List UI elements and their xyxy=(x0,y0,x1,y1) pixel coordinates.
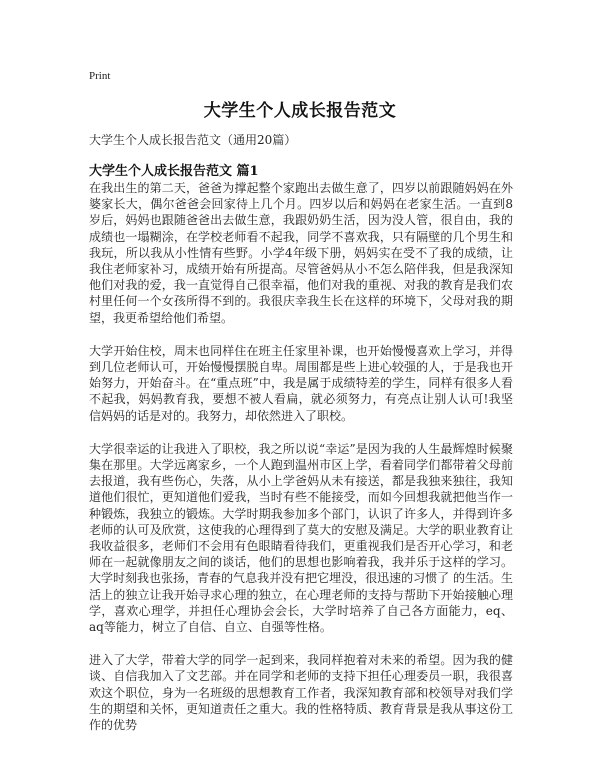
paragraph: 进入了大学，带着大学的同学一起到来，我同样抱着对未来的希望。因为我的健谈、自信我加入了文艺部。并在同学和老师的支持下担任心理委员一职，我很喜欢这个职位，身为一名班级的思想教育工作者，我深知教育部和校领导对我们学生的期望和关怀，更知道责任之重大。我的性格特质、教育背景是我从事这份工作的优势 xyxy=(89,653,513,733)
paragraph: 大学很幸运的让我进入了职校，我之所以说“幸运”是因为我的人生最辉煌时候聚集在那里。大学远离家乡，一个人跑到温州市区上学，看着同学们都带着父母前去报道，我有些伤心，失落，从小上学爸妈从未有接送，都是我独来独往，我知道他们很忙，更知道他们爱我，当时有些不能接受，而如今回想我就把他当作一种锻炼，我独立的锻炼。大学时期我参加多个部门，认识了许多人，并得到许多老师的认可及欣赏，这使我的心理得到了莫大的安慰及满足。大学的职业教育让我收益很多，老师们不会用有色眼睛看待我们，更重视我们是否开心学习，和老师在一起就像朋友之间的谈话，他们的思想也影响着我，我并乐于这样的学习。大学时刻我也张扬，青春的气息我并没有把它埋没，很迅速的习惯了 的生活。生活上的独立让我开始寻求心理的独立，在心理老师的支持与帮助下开始接触心理学，喜欢心理学，并担任心理协会会长，大学时培养了自己各方面能力，eq、aq等能力，树立了自信、自立、自强等性格。 xyxy=(89,441,513,635)
article-body xyxy=(89,180,513,750)
page-title: 大学生个人成长报告范文 xyxy=(203,101,397,121)
document-subtitle: 大学生个人成长报告范文（通用20篇） xyxy=(89,133,297,147)
paragraph: 在我出生的第二天，爸爸为撑起整个家跑出去做生意了，四岁以前跟随妈妈在外婆家长大，偶尔爸爸会回家待上几个月。四岁以后和妈妈在老家生活。一直到8岁后，妈妈也跟随爸爸出去做生意，我跟奶奶生活，因为没人管，很自由，我的成绩也一塌糊涂，在学校老师看不起我，同学不喜欢我，只有隔壁的几个男生和我玩，所以我从小性情有些野。小学4年级下册，妈妈实在受不了我的成绩，让我住老师家补习，成绩开始有所提高。尽管爸妈从小不怎么陪伴我，但是我深知他们对我的爱，我一直觉得自己很幸福，他们对我的重视、对我的教育是我们农村里任何一个女孩所得不到的。我很庆幸我生长在这样的环境下，父母对我的期望，我更希望给他们希望。 xyxy=(89,181,513,325)
paragraph: 大学开始住校，周末也同样住在班主任家里补课，也开始慢慢喜欢上学习，并得到几位老师认可，开始慢慢摆脱自卑。周围都是些上进心较强的人，于是我也开始努力，开始奋斗。在“重点班”中，我是属于成绩特差的学生，同样有很多人看不起我，妈妈教育我，要想不被人看扁，就必须努力，有亮点让别人认可!我坚信妈妈的话是对的。我努力，却依然进入了职校。 xyxy=(89,343,513,423)
section-heading: 大学生个人成长报告范文 篇1 xyxy=(89,164,259,179)
print-link[interactable]: Print xyxy=(89,70,111,82)
